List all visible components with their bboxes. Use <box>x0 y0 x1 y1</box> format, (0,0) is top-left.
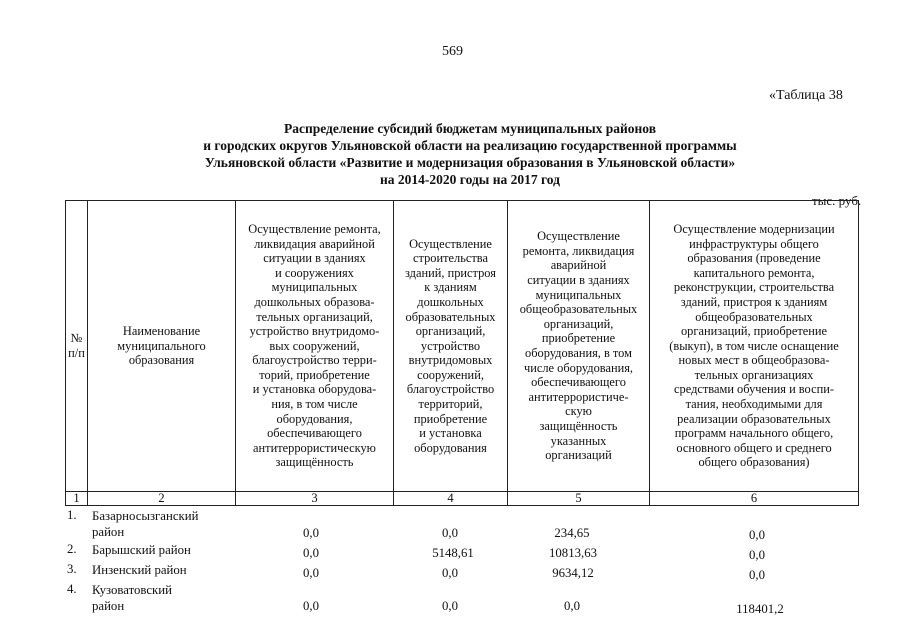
value-col4: 5148,61 <box>432 546 474 560</box>
municipality-name: Кузоватовский район <box>92 583 172 613</box>
value-col5: 9634,12 <box>552 566 594 580</box>
value-col4: 0,0 <box>442 526 458 540</box>
value-col4: 0,0 <box>442 566 458 580</box>
title-line: Ульяновской области «Развитие и модернизация образования в Ульяновской области» <box>204 155 736 170</box>
column-number: 3 <box>236 492 394 506</box>
header-row <box>66 201 859 492</box>
header-cell-name: Наименование муниципального образования <box>88 201 236 492</box>
title-line: и городских округов Ульяновской области на реализацию государственной программы <box>203 138 737 153</box>
header-cell-col5: Осуществление ремонта, ликвидация аварийной ситуации в зданиях муниципальных общеобразовательных организаций, приобретение оборудования, в том числе оборудования, обеспечивающего антитеррористиче- скую защищённость указанных организаций <box>508 201 650 492</box>
value-col5: 0,0 <box>564 599 580 613</box>
header-cell-num: № п/п <box>66 201 88 492</box>
municipality-name: Инзенский район <box>92 563 187 577</box>
title-line: на 2014-2020 годы на 2017 год <box>380 172 560 187</box>
value-col6: 0,0 <box>749 528 765 542</box>
column-number-row <box>66 492 859 506</box>
value-col6: 118401,2 <box>736 602 784 616</box>
row-number: 1. <box>67 508 77 522</box>
municipality-name: Базарносызганский район <box>92 509 199 539</box>
page-number: 569 <box>442 44 463 59</box>
municipality-name: Барышский район <box>92 543 191 557</box>
subsidy-table-header <box>65 200 859 506</box>
value-col3: 0,0 <box>303 599 319 613</box>
value-col3: 0,0 <box>303 526 319 540</box>
units-label: тыс. руб. <box>812 193 862 208</box>
document-title <box>160 120 780 188</box>
row-number: 4. <box>67 582 77 596</box>
value-col3: 0,0 <box>303 566 319 580</box>
column-number: 1 <box>66 492 88 506</box>
column-number: 5 <box>508 492 650 506</box>
column-number: 6 <box>650 492 859 506</box>
header-cell-col4: Осуществление строительства зданий, пристроя к зданиям дошкольных образовательных организаций, устройство внутридомовых сооружений, благоустройство территорий, приобретение и установка оборудования <box>394 201 508 492</box>
value-col6: 0,0 <box>749 548 765 562</box>
row-number: 2. <box>67 542 77 556</box>
header-cell-col3: Осуществление ремонта, ликвидация аварийной ситуации в зданиях и сооружениях муниципальных дошкольных образова- тельных организаций, устройство внутридомо- вых сооружений, благоустройство терри- торий, приобретение и установка оборудова- ния, в том числе оборудования, обеспечивающего антитеррористическую защищённость <box>236 201 394 492</box>
column-number: 4 <box>394 492 508 506</box>
value-col3: 0,0 <box>303 546 319 560</box>
title-line: Распределение субсидий бюджетам муниципальных районов <box>283 121 657 136</box>
value-col5: 10813,63 <box>549 546 597 560</box>
value-col6: 0,0 <box>749 568 765 582</box>
header-cell-col6: Осуществление модернизации инфраструктуры общего образования (проведение капитального ремонта, реконструкции, строительства зданий, пристроя к зданиям общеобразовательных организаций, приобретение (выкуп), в том числе оснащение новых мест в общеобразова- тельных организациях средствами обучения и воспи- тания, необходимыми для реализации образовательных программ начального общего, основного общего и среднего общего образования) <box>650 201 859 492</box>
row-number: 3. <box>67 562 77 576</box>
table-reference: «Таблица 38 <box>769 88 843 103</box>
column-number: 2 <box>88 492 236 506</box>
value-col4: 0,0 <box>442 599 458 613</box>
value-col5: 234,65 <box>554 526 590 540</box>
